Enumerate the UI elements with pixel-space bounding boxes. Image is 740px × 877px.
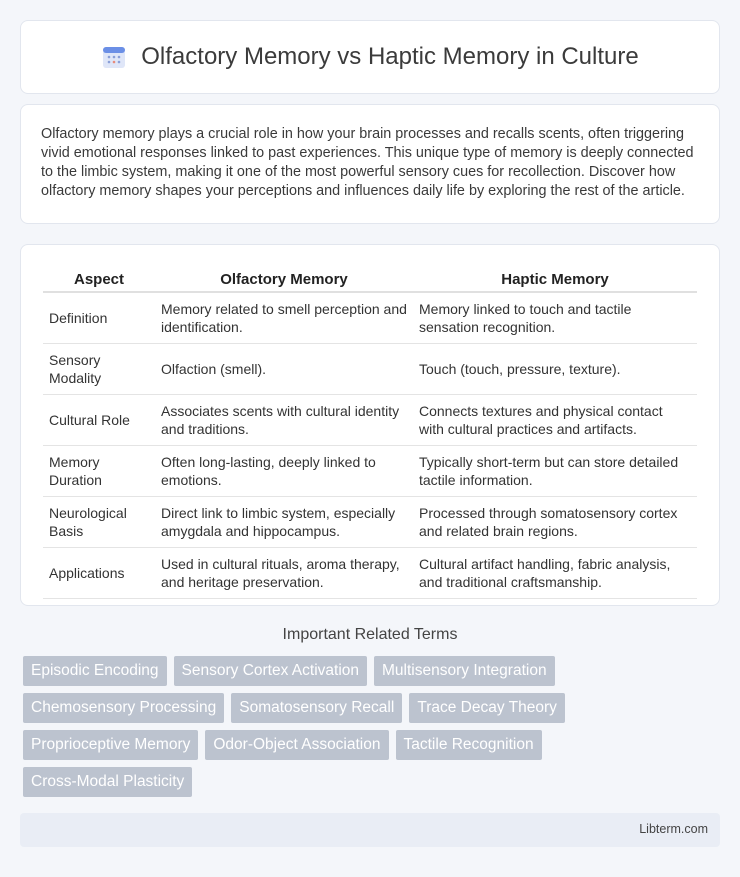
related-term-tag[interactable]: Multisensory Integration	[374, 656, 555, 686]
row-olfactory: Used in cultural rituals, aroma therapy, and heritage preservation.	[155, 548, 413, 599]
header-aspect: Aspect	[43, 267, 155, 292]
table-row	[43, 292, 697, 344]
header-haptic: Haptic Memory	[413, 267, 697, 292]
intro-card	[20, 104, 720, 224]
table-row	[43, 395, 697, 446]
related-terms-heading: Important Related Terms	[282, 626, 458, 643]
row-haptic: Cultural artifact handling, fabric analysis, and traditional craftsmanship.	[413, 548, 697, 599]
related-term-tag[interactable]: Chemosensory Processing	[23, 693, 224, 723]
related-term-tag[interactable]: Sensory Cortex Activation	[174, 656, 367, 686]
row-haptic: Connects textures and physical contact with cultural practices and artifacts.	[413, 395, 697, 446]
table-row	[43, 344, 697, 395]
page-title: Olfactory Memory vs Haptic Memory in Culture	[141, 43, 639, 70]
row-haptic: Processed through somatosensory cortex and related brain regions.	[413, 497, 697, 548]
related-term-tag[interactable]: Somatosensory Recall	[231, 693, 402, 723]
comparison-table	[43, 267, 697, 599]
intro-text: Olfactory memory plays a crucial role in how your brain processes and recalls scents, often triggering vivid emotional responses linked to past experiences. This unique type of memory is deeply connected to the limbic system, making it one of the most powerful sensory cues for recollection. Discover how olfactory memory shapes your perceptions and influences daily life by exploring the rest of the article.	[41, 126, 694, 199]
table-row	[43, 548, 697, 599]
row-aspect: Definition	[43, 292, 155, 344]
table-row	[43, 497, 697, 548]
related-term-tag[interactable]: Trace Decay Theory	[409, 693, 565, 723]
row-olfactory: Often long-lasting, deeply linked to emotions.	[155, 446, 413, 497]
row-aspect: Sensory Modality	[43, 344, 155, 395]
row-haptic: Touch (touch, pressure, texture).	[413, 344, 697, 395]
row-olfactory: Associates scents with cultural identity and traditions.	[155, 395, 413, 446]
row-haptic: Typically short-term but can store detailed tactile information.	[413, 446, 697, 497]
row-olfactory: Memory related to smell perception and identification.	[155, 292, 413, 344]
related-term-tag[interactable]: Episodic Encoding	[23, 656, 167, 686]
related-term-tag[interactable]: Proprioceptive Memory	[23, 730, 198, 760]
table-header-row	[43, 267, 697, 292]
footer	[20, 813, 720, 847]
related-term-tag[interactable]: Tactile Recognition	[396, 730, 542, 760]
row-aspect: Cultural Role	[43, 395, 155, 446]
related-term-tag[interactable]: Odor-Object Association	[205, 730, 388, 760]
row-aspect: Neurological Basis	[43, 497, 155, 548]
row-olfactory: Olfaction (smell).	[155, 344, 413, 395]
footer-site-link[interactable]: Libterm.com	[639, 822, 708, 836]
comparison-table-card	[20, 244, 720, 606]
related-term-tag[interactable]: Cross-Modal Plasticity	[23, 767, 192, 797]
related-terms-list	[23, 656, 583, 797]
row-olfactory: Direct link to limbic system, especially amygdala and hippocampus.	[155, 497, 413, 548]
row-aspect: Applications	[43, 548, 155, 599]
header-olfactory: Olfactory Memory	[155, 267, 413, 292]
row-haptic: Memory linked to touch and tactile sensation recognition.	[413, 292, 697, 344]
title-card	[20, 20, 720, 94]
table-row	[43, 446, 697, 497]
row-aspect: Memory Duration	[43, 446, 155, 497]
calendar-grid-icon	[101, 44, 127, 70]
